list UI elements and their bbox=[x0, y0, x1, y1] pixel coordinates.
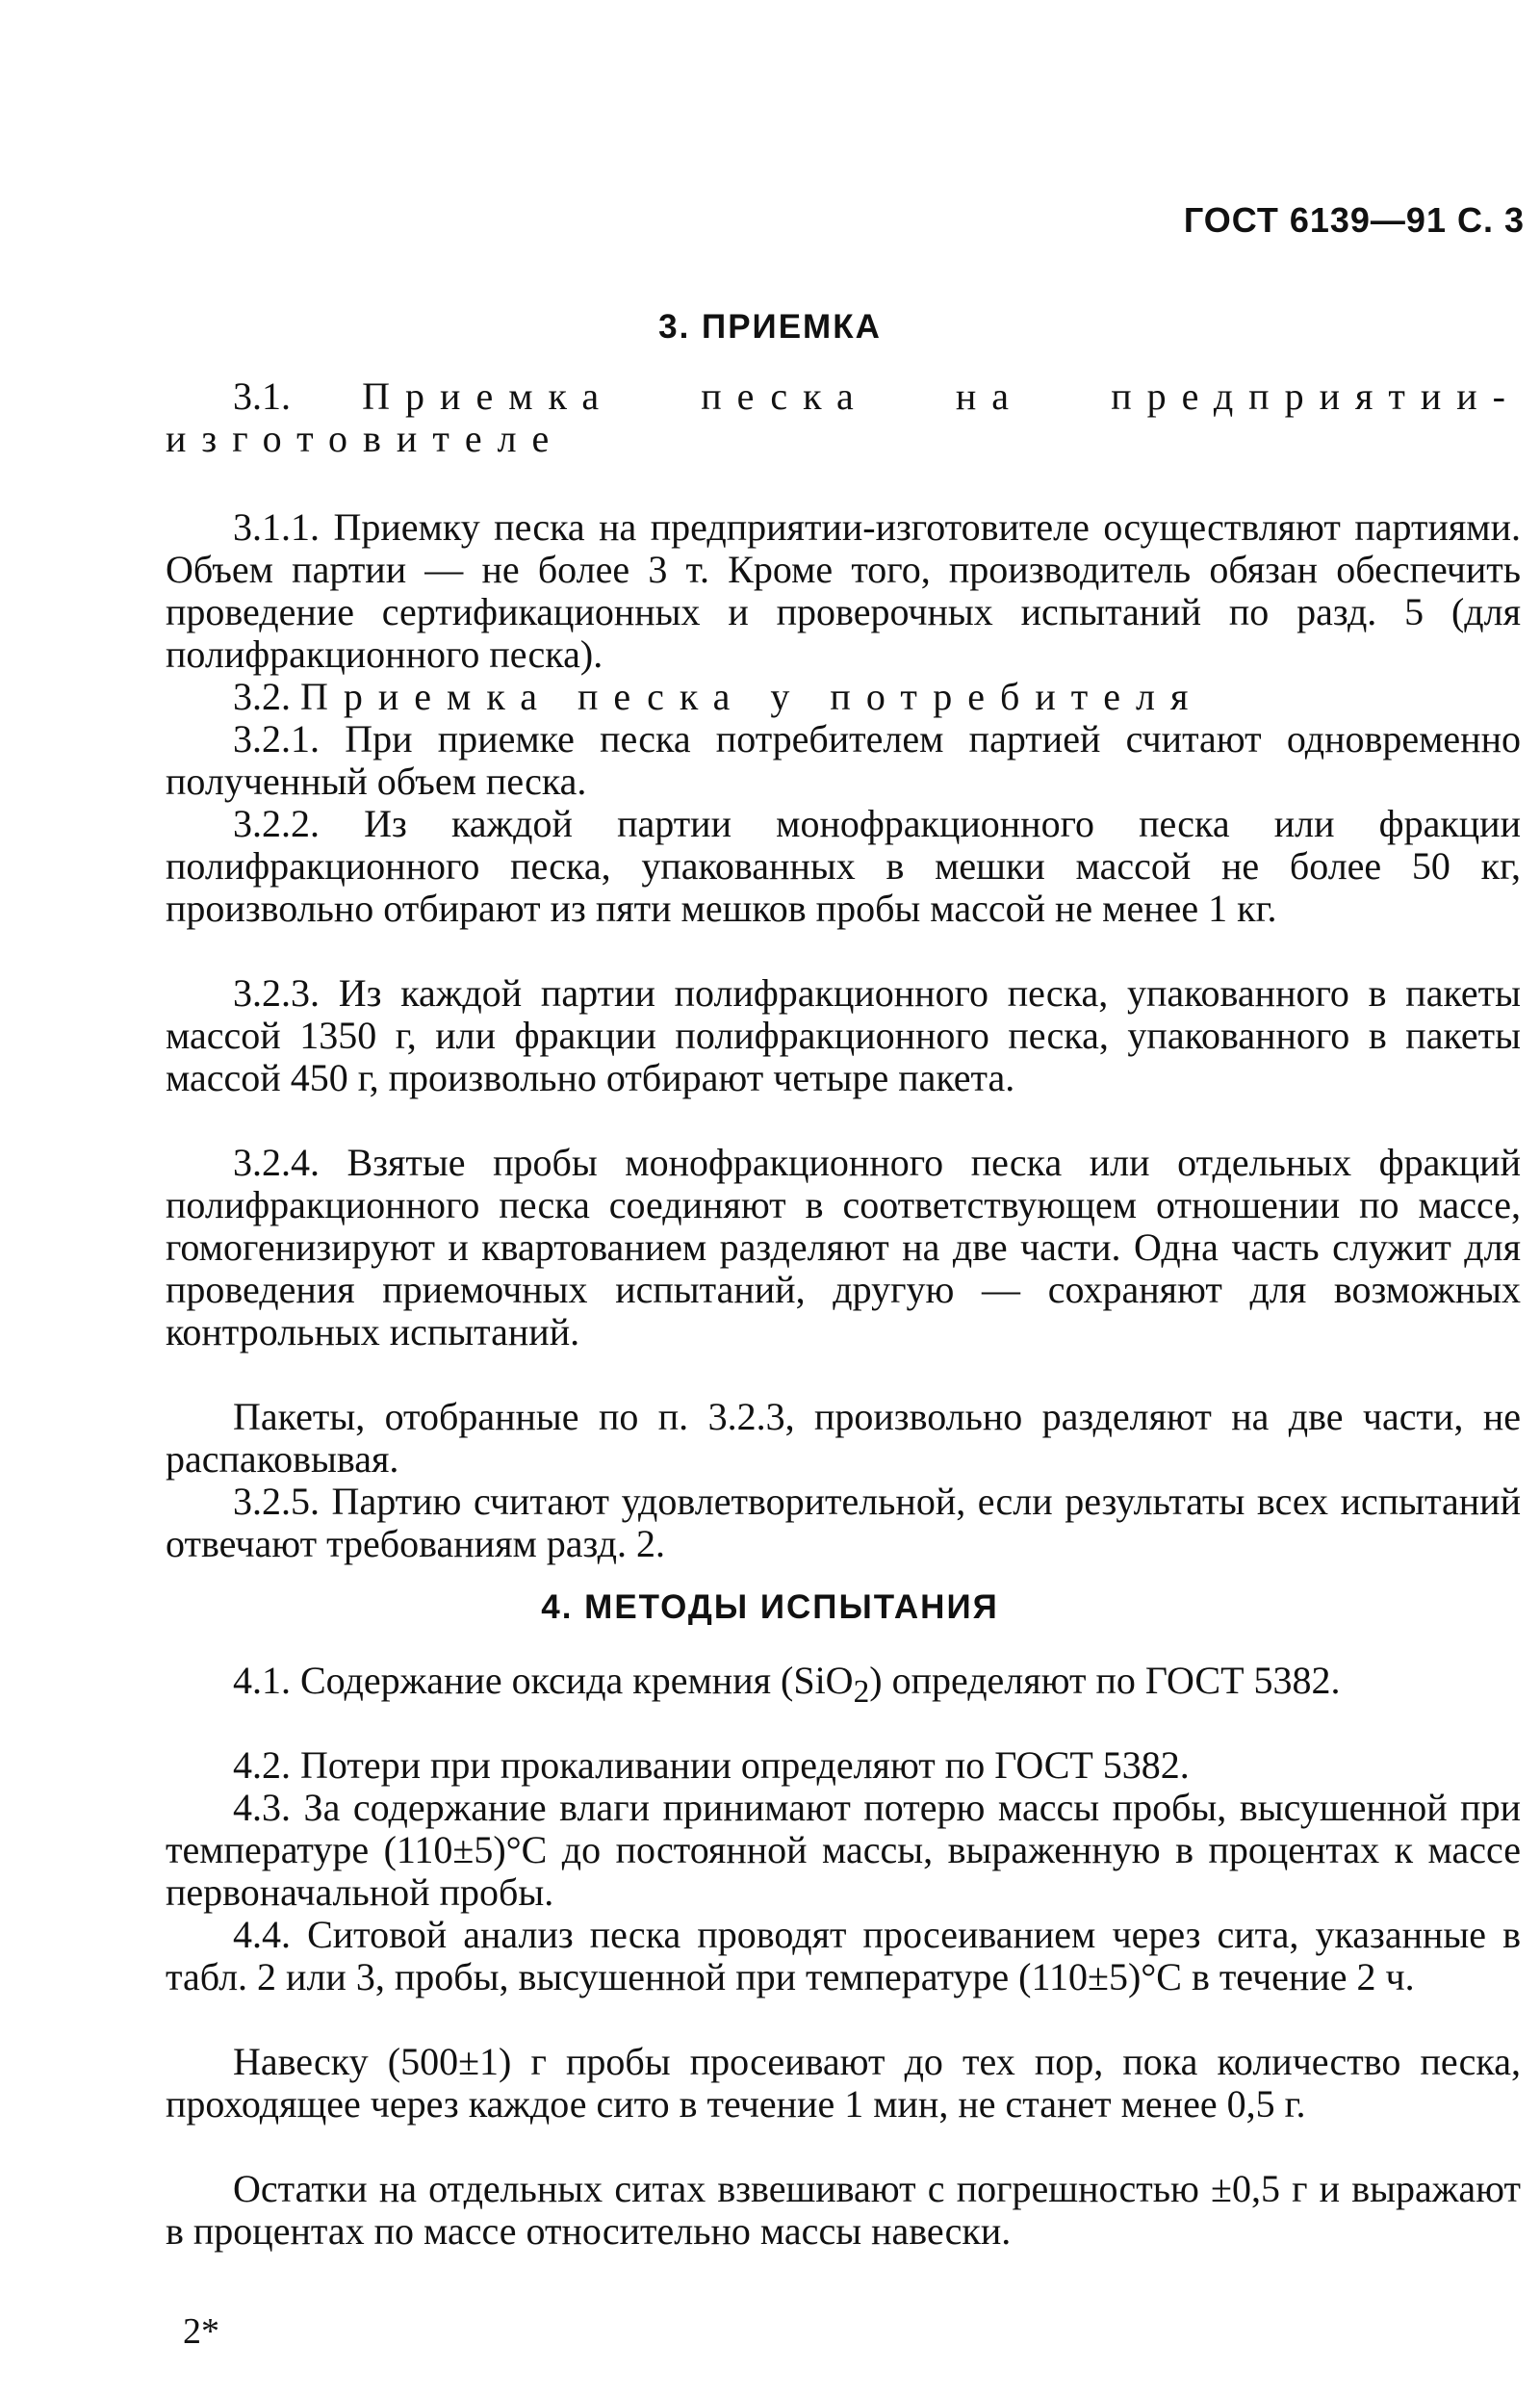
paragraph-3-2-2: 3.2.2. Из каждой партии монофракционного песка или фракции полифракционного песка, упакованных в мешки массой не более 50 кг, произвольно отбирают из пяти мешков пробы массой не менее 1 кг. bbox=[166, 802, 1521, 930]
subsection-number: 3.2. bbox=[233, 675, 291, 718]
paragraph-3-1-1: 3.1.1. Приемку песка на предприятии-изготовителе осуществляют партиями. Объем партии — не более 3 т. Кроме того, производитель обязан обеспечить проведение сертификационных и проверочных испытаний по разд. 5 (для полифракционного песка). bbox=[166, 505, 1521, 676]
paragraph-3-2-5: 3.2.5. Партию считают удовлетворительной, если результаты всех испытаний отвечают требованиям разд. 2. bbox=[166, 1480, 1521, 1565]
paragraph-4-4: 4.4. Ситовой анализ песка проводят просеиванием через сита, указанные в табл. 2 или 3, пробы, высушенной при температуре (110±5)°С в течение 2 ч. bbox=[166, 1913, 1521, 1998]
paragraph-4-4-residues: Остатки на отдельных ситах взвешивают с погрешностью ±0,5 г и выражают в процентах по массе относительно массы навески. bbox=[166, 2167, 1521, 2253]
subsection-number: 3.1. bbox=[233, 374, 291, 418]
section-4-title: 4. МЕТОДЫ ИСПЫТАНИЯ bbox=[541, 1588, 999, 1626]
subsection-title: Приемка песка на предприятии-изготовителе bbox=[166, 374, 1522, 460]
subsection-3-2-heading bbox=[166, 676, 1521, 718]
signature-mark: 2* bbox=[183, 2311, 219, 2352]
paragraph-3-2-3: 3.2.3. Из каждой партии полифракционного песка, упакованного в пакеты массой 1350 г, или фракции полифракционного песка, упакованного в пакеты массой 450 г, произвольно отбирают четыре пакета. bbox=[166, 971, 1521, 1099]
paragraph-4-3: 4.3. За содержание влаги принимают потерю массы пробы, высушенной при температуре (110±5)°С до постоянной массы, выраженную в процентах к массе первоначальной пробы. bbox=[166, 1786, 1521, 1914]
section-3-title: 3. ПРИЕМКА bbox=[658, 308, 882, 346]
paragraph-4-1: 4.1. Содержание оксида кремния (SiO$_2$) определяют по ГОСТ 5382. bbox=[233, 1659, 1341, 1710]
paragraph-4-4-weighing: Навеску (500±1) г пробы просеивают до тех пор, пока количество песка, проходящее через каждое сито в течение 1 мин, не станет менее 0,5 г. bbox=[166, 2040, 1521, 2126]
paragraph-3-2-4: 3.2.4. Взятые пробы монофракционного песка или отдельных фракций полифракционного песка соединяют в соответствующем отношении по массе, гомогенизируют и квартованием разделяют на две части. Одна часть служит для проведения приемочных испытаний, другую — сохраняют для возможных контрольных испытаний. bbox=[166, 1141, 1521, 1353]
document-reference-header: ГОСТ 6139—91 С. 3 bbox=[1183, 200, 1525, 240]
paragraph-3-2-1: 3.2.1. При приемке песка потребителем партией считают одновременно полученный объем песка. bbox=[166, 717, 1521, 803]
subsection-3-1-heading bbox=[166, 375, 1521, 460]
paragraph-4-2: 4.2. Потери при прокаливании определяют по ГОСТ 5382. bbox=[233, 1743, 1190, 1787]
subsection-title: Приемка песка у потребителя bbox=[300, 675, 1204, 718]
paragraph-3-2-4-continuation: Пакеты, отобранные по п. 3.2.3, произвольно разделяют на две части, не распаковывая. bbox=[166, 1395, 1521, 1481]
